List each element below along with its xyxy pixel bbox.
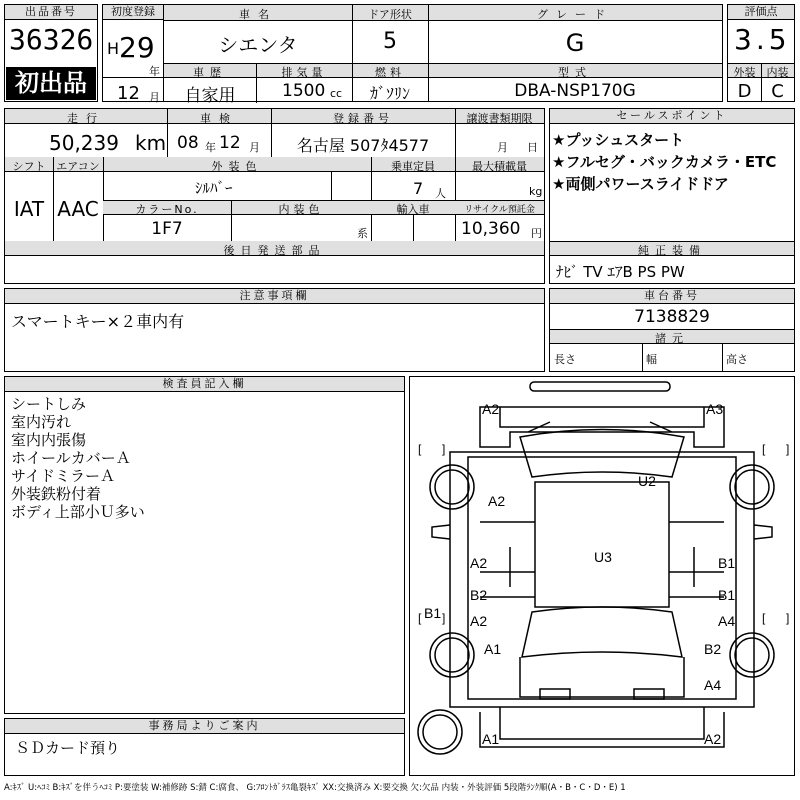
color-value: ｼﾙﾊﾞｰ xyxy=(195,179,233,197)
damage-mark: A3 xyxy=(706,401,724,417)
inspector-line: シートしみ xyxy=(11,395,87,413)
vehicle-name: シエンタ xyxy=(218,33,298,57)
inspector-line: 室内内張傷 xyxy=(11,431,87,449)
ac-label: エアコン xyxy=(56,160,100,173)
inspection-label: 車検 xyxy=(200,112,238,125)
int-label: 内装 xyxy=(766,66,789,79)
equipment-label: 純正装備 xyxy=(638,244,706,257)
office-box xyxy=(4,718,405,776)
reg-year: 29 xyxy=(119,31,155,64)
seats-value: 7 xyxy=(413,179,424,198)
first-listing-label: 初出品 xyxy=(15,69,87,97)
name-label: 車名 xyxy=(239,8,277,21)
svg-text:]: ] xyxy=(442,442,446,456)
transfer-label: 譲渡書類期限 xyxy=(466,112,533,125)
intcolor-unit: 系 xyxy=(357,227,368,240)
seats-unit: 人 xyxy=(435,187,446,200)
office-label: 事務局よりご案内 xyxy=(5,719,404,734)
damage-mark: A1 xyxy=(482,731,500,747)
inspector-line: ボディ上部小Ｕ多い xyxy=(11,503,145,521)
seats-label: 乗車定員 xyxy=(391,160,435,173)
equipment-value: ﾅﾋﾞ TV ｴｱB PS PW xyxy=(556,263,685,281)
int-grade: C xyxy=(771,81,784,102)
damage-mark: A2 xyxy=(704,731,722,747)
damage-mark: U2 xyxy=(638,473,656,489)
ext-grade: D xyxy=(737,81,752,102)
svg-text:[: [ xyxy=(418,611,422,625)
inspection-year-unit: 年 xyxy=(205,141,216,154)
length-label: 長さ xyxy=(554,353,576,366)
fuel-value: ｶﾞｿﾘﾝ xyxy=(369,84,410,103)
reg-month-unit: 月 xyxy=(149,91,160,104)
sales-point-2: ★フルセグ・バックカメラ・ETC xyxy=(552,153,777,171)
intcolor-label: 内装色 xyxy=(278,203,324,216)
reg-era: H xyxy=(107,39,120,58)
damage-mark: A4 xyxy=(718,613,736,629)
svg-text:[: [ xyxy=(762,611,766,625)
svg-text:]: ] xyxy=(786,611,790,625)
chassis-box xyxy=(549,288,795,372)
model-value: DBA-NSP170G xyxy=(514,81,636,101)
details-box xyxy=(4,108,545,284)
sales-points-box xyxy=(549,108,795,284)
reg-year-unit: 年 xyxy=(149,65,160,78)
notes-text: スマートキー×２車内有 xyxy=(11,312,185,331)
damage-mark: A1 xyxy=(484,641,502,657)
mileage-label: 走行 xyxy=(67,112,105,125)
lot-number: 36326 xyxy=(9,23,94,56)
shift-value: IAT xyxy=(13,197,45,221)
spec-label: 諸元 xyxy=(655,332,689,345)
inspection-month: 12 xyxy=(219,133,241,153)
damage-mark: B1 xyxy=(718,587,736,603)
damage-mark: B1 xyxy=(424,605,442,621)
notes-label: 注意事項欄 xyxy=(5,289,544,304)
load-label: 最大積載量 xyxy=(472,160,527,173)
mileage-value: 50,239 xyxy=(49,131,119,155)
inspection-month-unit: 月 xyxy=(249,141,260,154)
recycle-value: 10,360 xyxy=(461,219,521,239)
doors-label: ドア形状 xyxy=(368,8,412,21)
first-reg-label: 初度登録 xyxy=(103,5,163,20)
lot-number-label: 出品番号 xyxy=(5,5,97,20)
damage-diagram-box xyxy=(409,376,795,776)
import-label: 輸入車 xyxy=(396,203,430,216)
ac-value: AAC xyxy=(57,197,99,221)
score-label: 評価点 xyxy=(728,5,794,20)
grade-value: G xyxy=(565,29,585,57)
svg-text:[: [ xyxy=(418,442,422,456)
fuel-label: 燃料 xyxy=(375,66,405,79)
model-label: 型式 xyxy=(558,66,592,79)
grade-label: グレード xyxy=(537,8,613,21)
damage-mark: A4 xyxy=(704,677,722,693)
recycle-unit: 円 xyxy=(531,227,542,240)
later-parts-label: 後日発送部品 xyxy=(223,244,326,257)
damage-mark: B2 xyxy=(470,587,488,603)
inspector-label: 検査員記入欄 xyxy=(5,377,404,392)
inspection-year: 08 xyxy=(177,133,199,153)
lot-number-box xyxy=(4,4,98,102)
shift-label: シフト xyxy=(12,160,46,173)
svg-text:[: [ xyxy=(762,442,766,456)
damage-mark: A2 xyxy=(470,613,488,629)
car-diagram xyxy=(410,377,794,775)
first-listing-badge xyxy=(6,67,96,100)
colorno-label: カラーNo. xyxy=(135,203,199,216)
sales-point-3: ★両側パワースライドドア xyxy=(552,175,729,193)
transfer-month: 月 xyxy=(497,141,508,154)
damage-mark: A2 xyxy=(482,401,500,417)
damage-mark: A2 xyxy=(470,555,488,571)
recycle-label: リサイクル預託金 xyxy=(464,205,535,215)
mileage-unit: km xyxy=(135,131,167,155)
history-label: 車歴 xyxy=(193,66,227,79)
score-value: 3.5 xyxy=(734,23,791,56)
inspector-line: 室内汚れ xyxy=(11,413,72,431)
color-label: 外装色 xyxy=(211,160,263,173)
damage-mark: U3 xyxy=(594,549,612,565)
first-reg-box xyxy=(102,4,164,102)
colorno-value: 1F7 xyxy=(151,219,183,239)
plate-label: 登録番号 xyxy=(333,112,393,125)
chassis-value: 7138829 xyxy=(634,307,710,327)
displacement-unit: cc xyxy=(330,87,343,100)
damage-mark: B1 xyxy=(718,555,736,571)
inspector-line: 外装鉄粉付着 xyxy=(11,485,102,503)
displacement-value: 1500 xyxy=(282,81,326,101)
vehicle-info-box xyxy=(163,4,723,106)
legend-text: A:ｷｽﾞ U:ﾍｺﾐ B:ｷｽﾞを伴うﾍｺﾐ P:要塗装 W:補修跡 S:錆 C:腐食、 G:ﾌﾛﾝﾄｶﾞﾗｽ亀裂ｷｽﾞ XX:交換済み X:要交換 欠:欠品 内装・外装評価 5段階ﾗﾝｸ順(A・B・C・D・E) 1 xyxy=(4,783,626,793)
score-box xyxy=(727,4,795,102)
damage-mark: A2 xyxy=(488,493,506,509)
height-label: 高さ xyxy=(726,353,748,366)
chassis-label: 車台番号 xyxy=(550,289,794,304)
svg-text:]: ] xyxy=(442,611,446,625)
sales-point-1: ★プッシュスタート xyxy=(552,131,685,149)
plate-value: 名古屋 507ﾀ4577 xyxy=(296,136,430,155)
displacement-label: 排気量 xyxy=(281,66,327,79)
door-count: 5 xyxy=(383,29,397,54)
damage-mark: B2 xyxy=(704,641,722,657)
svg-text:]: ] xyxy=(786,442,790,456)
history-value: 自家用 xyxy=(184,86,236,106)
reg-month: 12 xyxy=(117,83,140,104)
office-text: ＳＤカード預り xyxy=(15,739,121,757)
notes-box xyxy=(4,288,545,372)
inspector-line: サイドミラーＡ xyxy=(11,467,115,485)
ext-label: 外装 xyxy=(733,66,756,79)
load-unit: kg xyxy=(529,185,543,198)
sales-points-label: セールスポイント xyxy=(550,109,794,124)
inspector-lines xyxy=(11,395,145,521)
inspector-box xyxy=(4,376,405,714)
width-label: 幅 xyxy=(646,353,657,366)
transfer-day: 日 xyxy=(527,141,538,154)
inspector-line: ホイールカバーＡ xyxy=(11,449,131,467)
